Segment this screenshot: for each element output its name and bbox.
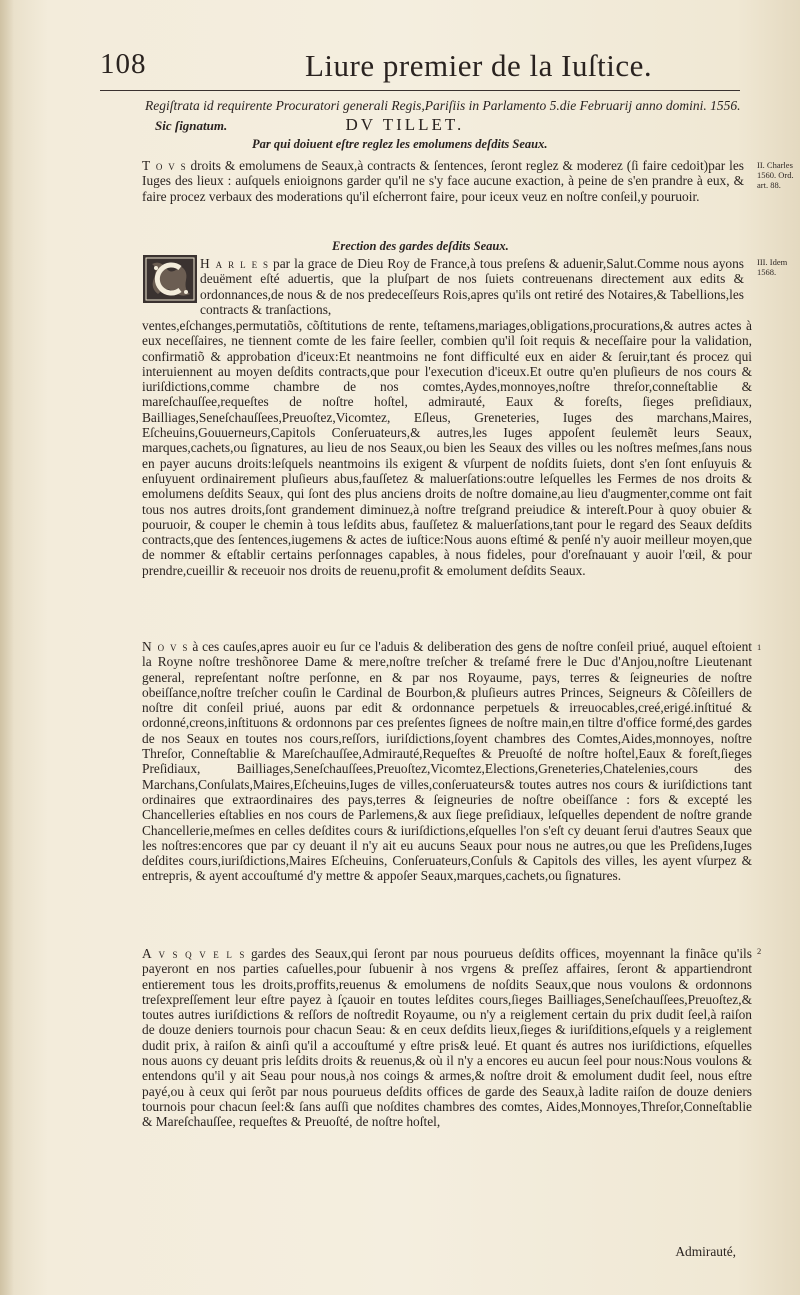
- running-title: Liure premier de la Iuſtice.: [305, 48, 653, 83]
- paragraph-charles-body: ventes,eſchanges,permutatiõs, cõſtitutions de rente, teſtamens,mariages,obligations,procurations,& autres actes à eux neceſſaires, ne tiennent comte de les faire ſeeller, combien qu'il ſoit requis & neceſſaire pour la validation, confirmatiõ & approbation d'iceux:Et neantmoins ne font difficulté eux en aider & ſeruir,tant és procez qui interuiennent au moyen deſdits contracts,que pour l'execution d'iceux.Et outre qu'en pluſieurs de nos cours & iuriſdictions,comme chambre de nos comtes,Aydes,monnoyes,noſtre threſor,conneſtablie & mareſchauſſee,requeſtes de noſtre hoſtel, admirauté, Eaux & foreſts, ſieges preſidiaux, Bailliages,Seneſchauſſees,Preuoſtez,Vicomtez, Eſleus, Greneteries, Iuges des marchans,Maires, Eſcheuins,Gouuerneurs,Capitols Conſeruateurs,& autres,les Iuges appoſent ſeulemẽt leurs Seaux, marques,cachets,ou ſignatures, au lieu de nos Seaux,ou bien les Seaux des villes ou les noſtres meſmes,ſans nous en payer aucuns droits:leſquels neantmoins ils exigent & vſurpent de noſdits ſuiets, dont s'en ſont enſuyuis & enſuyuent ordinairement pluſieurs abus,fauſſetez & maluerſations:outre leſquelles les Fermes de nos droits & emolumens deſdits Seaux, qui ſont des plus anciens droits de noſtre domaine,au lieu d'augmenter,comme ont fait tous nos autres droits,ſont grandement diminuez,à noſtre treſgrand preiudice & intereſt.Pour à quoy obuier & pouruoir, & couper le chemin à tous leſdits abus, fauſſetez & maluerſations,tant pour le regard des Seaux deſdits contracts,que des ſentences,iugemens & actes de iuſtice:Nous auons eſtimé & penſé n'y auoir meilleur moyen,que de nommer & eſtablir certains perſonnages capables, à nous fideles, pour d'oreſnauant y auoir l'œil, & pour prendre,cueillir & receuoir nos droits de reuenu,profit & emolument deſdits Seaux.: [142, 318, 752, 578]
- paragraph-text: par la grace de Dieu Roy de France,à tous preſens & aduenir,Salut.Comme nous ayons deuëment eſté aduertis, que la pluſpart de nos ſuiets contreuenans directement aux edits & ordonnances,de nous & de nos predeceſſeurs Rois,apres qu'ils ont retiré des Notaires,& Tabellions,les contracts & tranſactions,: [200, 256, 744, 317]
- page-header: [100, 48, 740, 91]
- margin-note-ord-88: II. Charles 1560. Ord. art. 88.: [757, 160, 794, 190]
- paragraph-emolumens: [142, 158, 744, 204]
- registration-note: Regiſtrata id requirente Procuratori generali Regis,Pariſiis in Parlamento 5.die Februarij anno domini. 1556.: [145, 98, 741, 113]
- signed-label: Sic ſignatum.: [155, 118, 228, 133]
- signature: DV TILLET.: [345, 115, 465, 134]
- section-title-erection: Erection des gardes deſdits Seaux.: [332, 239, 509, 253]
- paragraph-text: gardes des Seaux,qui ſeront par nous pourueus deſdits offices, moyennant la finãce qu'ils payeront en nos parties caſuelles,pour ſubuenir à nos vrgens & preſſez affaires, ſeront & appartiendront entierement tous les droits,proffits,reuenus & emolumens de noſdits Seaux,que nous voulons & ordonnons treſexpreſſement leur eſtre payez à ſçauoir en toutes leſdites cours,ſieges Bailliages,Seneſchauſſees,Preuoſtez,& toutes autres iuriſdictions & reſſors de noſtredit Royaume, ou n'y a reiglement certain du prix dudit ſeel,à raiſon de douze deniers tournois pour chacun Seau: & en ceux deſdits lieux,ſieges & iuriſditions,eſquels y a reiglement dudit prix, à raiſon & ainſi qu'il a accouſtumé y eſtre pris& leué. Et quant és autres nos iuriſdictions, eſquelles nous auons cy deuant pris leſdits droits & reuenus,& où il n'y a encores eu aucun ſeel pour nous:Nous voulons & entendons qu'il y ait Seau pour nous,à nos coings & armes,& noſtre droit & emolument dudit ſeel, nous eſtre payé,ou à ceux qui ſerõt par nous pourueus deſdits offices de garde des Seaux,à ladite raiſon de douze deniers tournois pour chacun ſeel:& ſans auſſi que noſdites chambres des comtes, Aides,Monnoyes,Threſor,Conneſtablie & Mareſchauſſee, requeſtes & Preuoſté, de noſtre hoſtel,: [142, 946, 752, 1130]
- paragraph-charles-intro: [200, 256, 744, 317]
- margin-note-idem-1568: III. Idem 1568.: [757, 257, 788, 277]
- page-number: 108: [100, 48, 147, 80]
- section-title-emolumens: Par qui doiuent eſtre reglez les emolumens deſdits Seaux.: [252, 137, 548, 151]
- paragraph-text: à ces cauſes,apres auoir eu ſur ce l'aduis & deliberation des gens de noſtre conſeil priué, auquel eſtoient la Royne noſtre treshõnoree Dame & mere,noſtre treſcher & treſamé frere le Duc d'Anjou,noſtre Lieutenant general, repreſentant noſtre perſonne, en & par nos Royaume, pays, terres & ſeigneuries de noſtre obeiſſance,noſtre treſcher couſin le Cardinal de Bourbon,& pluſieurs autres Princes, Seigneurs & Cõſeillers de noſtre dit conſeil priué, auons par edit & ordonnance perpetuels & irreuocables,creé,erigé.inſtitué & ordonné,creons,inſtituons & ordonnons par ces preſentes ſignees de noſtre main,en tiltre d'office formé,des gardes de nos Seaux en toutes nos cours,reſſors, iuriſdictions,ſoyent chambres des Comtes,Aides,monnoyes, noſtre Threſor, Conneſtablie & Mareſchauſſee,Admirauté,Requeſtes & Preuoſté de noſtre hoſtel,Eaux & foreſt,ſieges Preſidiaux, Bailliages,Seneſchauſſees,Preuoſtez,Vicomtez,Elections,Greneteries,Chatelenies,cours des Marchans,Conſulats,Maires,Eſcheuins,Iuges de villes,conſeruateurs& toutes autres nos cours & iuriſdictions tant ordinaires que extraordinaires des pays,terres & ſeigneuries de noſtre obeiſſance : fors & excepté les Chancelleries eſtablies en nos cours de Parlemens,& aux ſiege preſidiaux, leſquelles dependent de noſtre grande Chancellerie,meſmes en celles deſdites cours & iuriſdictions,eſquelles l'on s'eſt cy deuant ſerui d'autres Seaux que les noſtres:encores que par cy deuant il n'y ait eu aucuns Seaux pour nous ne autres,ou que les Preſidens,Iuges deſdites cours,iuriſdictions,Maires Eſcheuins, Conſeruateurs,Conſuls & Capitols des villes, les ayent vſurpez & entrepris, & ayent accouſtumé d'y mettre & appoſer Seaux,marques,cachets,ou ſignatures.: [142, 639, 752, 884]
- signature-line: [155, 115, 755, 135]
- paragraph-lead: T o v s: [142, 158, 187, 173]
- paragraph-text: droits & emolumens de Seaux,à contracts & ſentences, ſeront reglez & moderez (ſi faire cedoit)par les Iuges des lieux : auſquels enioignons garder qu'il ne s'y face aucune exaction, à peine de s'en prandre à eux, & faire procez verbaux des moderations qu'il eſcherront faire, pour iceux veuz en noſtre conſeil,y pouruoir.: [142, 158, 744, 204]
- page-gutter-shadow: [0, 0, 14, 1295]
- paragraph-lead: A v s q v e l s: [142, 946, 246, 961]
- decorated-initial-c-icon: [142, 254, 198, 304]
- paragraph-lead: N o v s: [142, 639, 189, 654]
- paragraph-ausquels: [142, 946, 752, 1130]
- margin-note-2: 2: [757, 946, 762, 956]
- catchword: Admirauté,: [675, 1244, 736, 1259]
- paragraph-nous: [142, 639, 752, 884]
- paragraph-lead: H a r l e s: [200, 256, 270, 271]
- margin-note-1: 1: [757, 642, 762, 652]
